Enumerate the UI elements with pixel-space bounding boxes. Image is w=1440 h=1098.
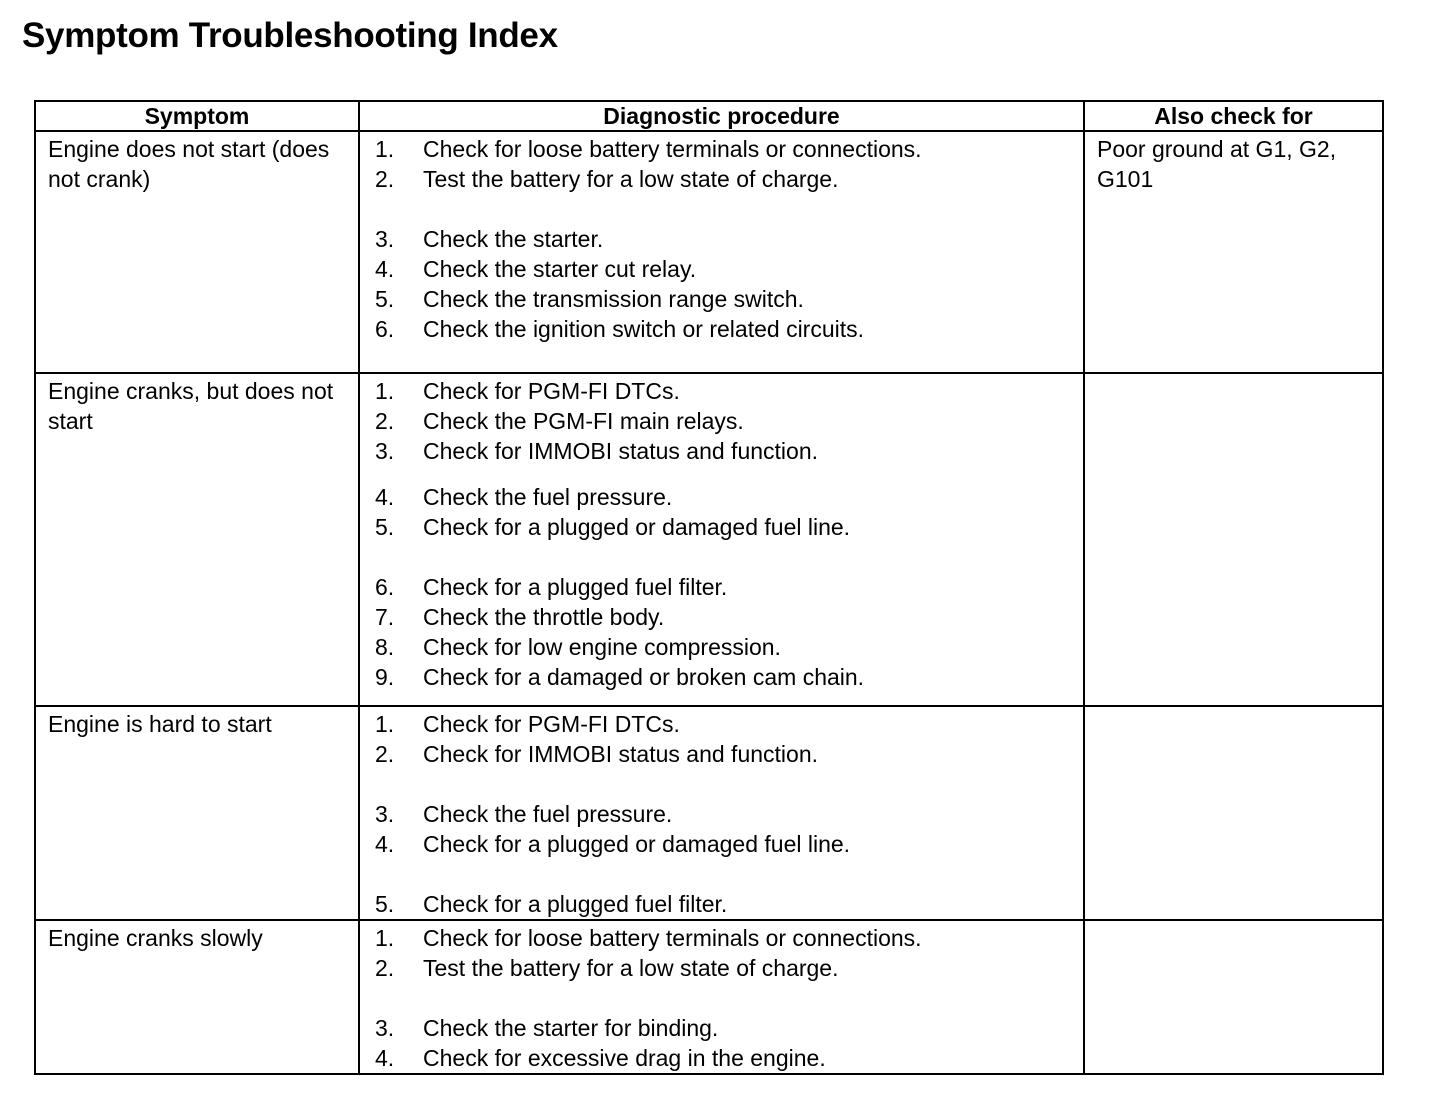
step-text: Check for loose battery terminals or connections. (423, 136, 922, 162)
step-text: Check the starter cut relay. (423, 256, 697, 282)
step-text: Check for a plugged fuel filter. (423, 574, 728, 600)
step-text: Check the starter for binding. (423, 1015, 719, 1041)
step-text: Check for a plugged or damaged fuel line. (423, 514, 851, 540)
step-text: Check for a plugged fuel filter. (423, 891, 728, 917)
header-row (35, 101, 1383, 131)
step-number: 2. (375, 741, 395, 767)
step-number: 4. (375, 484, 395, 510)
step-number: 2. (375, 408, 395, 434)
step-number: 4. (375, 1045, 395, 1071)
step-text: Test the battery for a low state of charge. (423, 955, 839, 981)
page-title: Symptom Troubleshooting Index (22, 16, 558, 55)
list-item (360, 739, 1083, 769)
step-text: Check the fuel pressure. (423, 484, 673, 510)
list-item (360, 376, 1083, 406)
symptom-index-table (34, 100, 1384, 1075)
symptom-text: Engine is hard to start (48, 711, 272, 737)
procedure-list (360, 374, 1083, 692)
list-item (360, 314, 1083, 344)
step-text: Check the transmission range switch. (423, 286, 804, 312)
step-number: 1. (375, 378, 395, 404)
step-number: 3. (375, 438, 395, 464)
table-row (35, 706, 1383, 920)
list-item (360, 406, 1083, 436)
list-item (360, 709, 1083, 739)
also-check-cell (1084, 373, 1383, 706)
table-row (35, 373, 1383, 706)
table-row (35, 131, 1383, 373)
step-number: 4. (375, 831, 395, 857)
symptom-cell (35, 131, 359, 373)
list-item (360, 512, 1083, 542)
procedure-list (360, 132, 1083, 344)
step-text: Check the PGM-FI main relays. (423, 408, 744, 434)
also-check-text (1085, 921, 1382, 923)
step-text: Check for a plugged or damaged fuel line. (423, 831, 851, 857)
list-item (360, 829, 1083, 859)
procedure-cell (359, 373, 1084, 706)
step-number: 5. (375, 514, 395, 540)
step-text: Check for IMMOBI status and function. (423, 438, 818, 464)
also-check-cell (1084, 706, 1383, 920)
list-item (360, 284, 1083, 314)
procedure-cell (359, 131, 1084, 373)
step-text: Check for a damaged or broken cam chain. (423, 664, 865, 690)
list-item (360, 572, 1083, 602)
header-diagnostic-procedure: Diagnostic procedure (359, 101, 1084, 131)
list-item (360, 632, 1083, 662)
step-text: Check the ignition switch or related circuits. (423, 316, 865, 342)
step-text: Check the throttle body. (423, 604, 665, 630)
list-item (360, 164, 1083, 194)
list-item (360, 602, 1083, 632)
list-item (360, 436, 1083, 466)
step-number: 1. (375, 136, 395, 162)
also-check-text (1085, 707, 1382, 709)
step-number: 3. (375, 801, 395, 827)
step-number: 4. (375, 256, 395, 282)
list-item (360, 923, 1083, 953)
step-number: 6. (375, 574, 395, 600)
list-item (360, 889, 1083, 919)
list-item (360, 254, 1083, 284)
step-number: 6. (375, 316, 395, 342)
step-number: 1. (375, 711, 395, 737)
symptom-cell (35, 920, 359, 1074)
step-text: Check for PGM-FI DTCs. (423, 378, 680, 404)
step-text: Check for loose battery terminals or connections. (423, 925, 922, 951)
symptom-text: Engine does not start (does not crank) (48, 136, 330, 192)
also-check-cell (1084, 131, 1383, 373)
step-text: Check for PGM-FI DTCs. (423, 711, 680, 737)
step-number: 8. (375, 634, 395, 660)
list-item (360, 134, 1083, 164)
step-number: 5. (375, 286, 395, 312)
list-item (360, 224, 1083, 254)
procedure-list (360, 921, 1083, 1073)
step-number: 9. (375, 664, 395, 690)
symptom-cell (35, 373, 359, 706)
also-check-cell (1084, 920, 1383, 1074)
procedure-cell (359, 920, 1084, 1074)
step-text: Check the fuel pressure. (423, 801, 673, 827)
symptom-text: Engine cranks slowly (48, 925, 263, 951)
table-row (35, 920, 1383, 1074)
list-item (360, 953, 1083, 983)
step-number: 7. (375, 604, 395, 630)
symptom-cell (35, 706, 359, 920)
procedure-cell (359, 706, 1084, 920)
step-text: Check for excessive drag in the engine. (423, 1045, 826, 1071)
step-text: Check the starter. (423, 226, 604, 252)
step-text: Check for low engine compression. (423, 634, 781, 660)
step-number: 3. (375, 1015, 395, 1041)
list-item (360, 662, 1083, 692)
step-number: 2. (375, 955, 395, 981)
procedure-list (360, 707, 1083, 919)
header-symptom: Symptom (35, 101, 359, 131)
step-number: 3. (375, 226, 395, 252)
also-check-text: Poor ground at G1, G2, G101 (1097, 136, 1337, 192)
list-item (360, 482, 1083, 512)
step-number: 2. (375, 166, 395, 192)
symptom-text: Engine cranks, but does not start (48, 378, 334, 434)
list-item (360, 1013, 1083, 1043)
also-check-text (1085, 374, 1382, 376)
step-text: Check for IMMOBI status and function. (423, 741, 818, 767)
header-also-check-for: Also check for (1084, 101, 1383, 131)
step-number: 1. (375, 925, 395, 951)
list-item (360, 799, 1083, 829)
step-text: Test the battery for a low state of charge. (423, 166, 839, 192)
step-number: 5. (375, 891, 395, 917)
list-item (360, 1043, 1083, 1073)
